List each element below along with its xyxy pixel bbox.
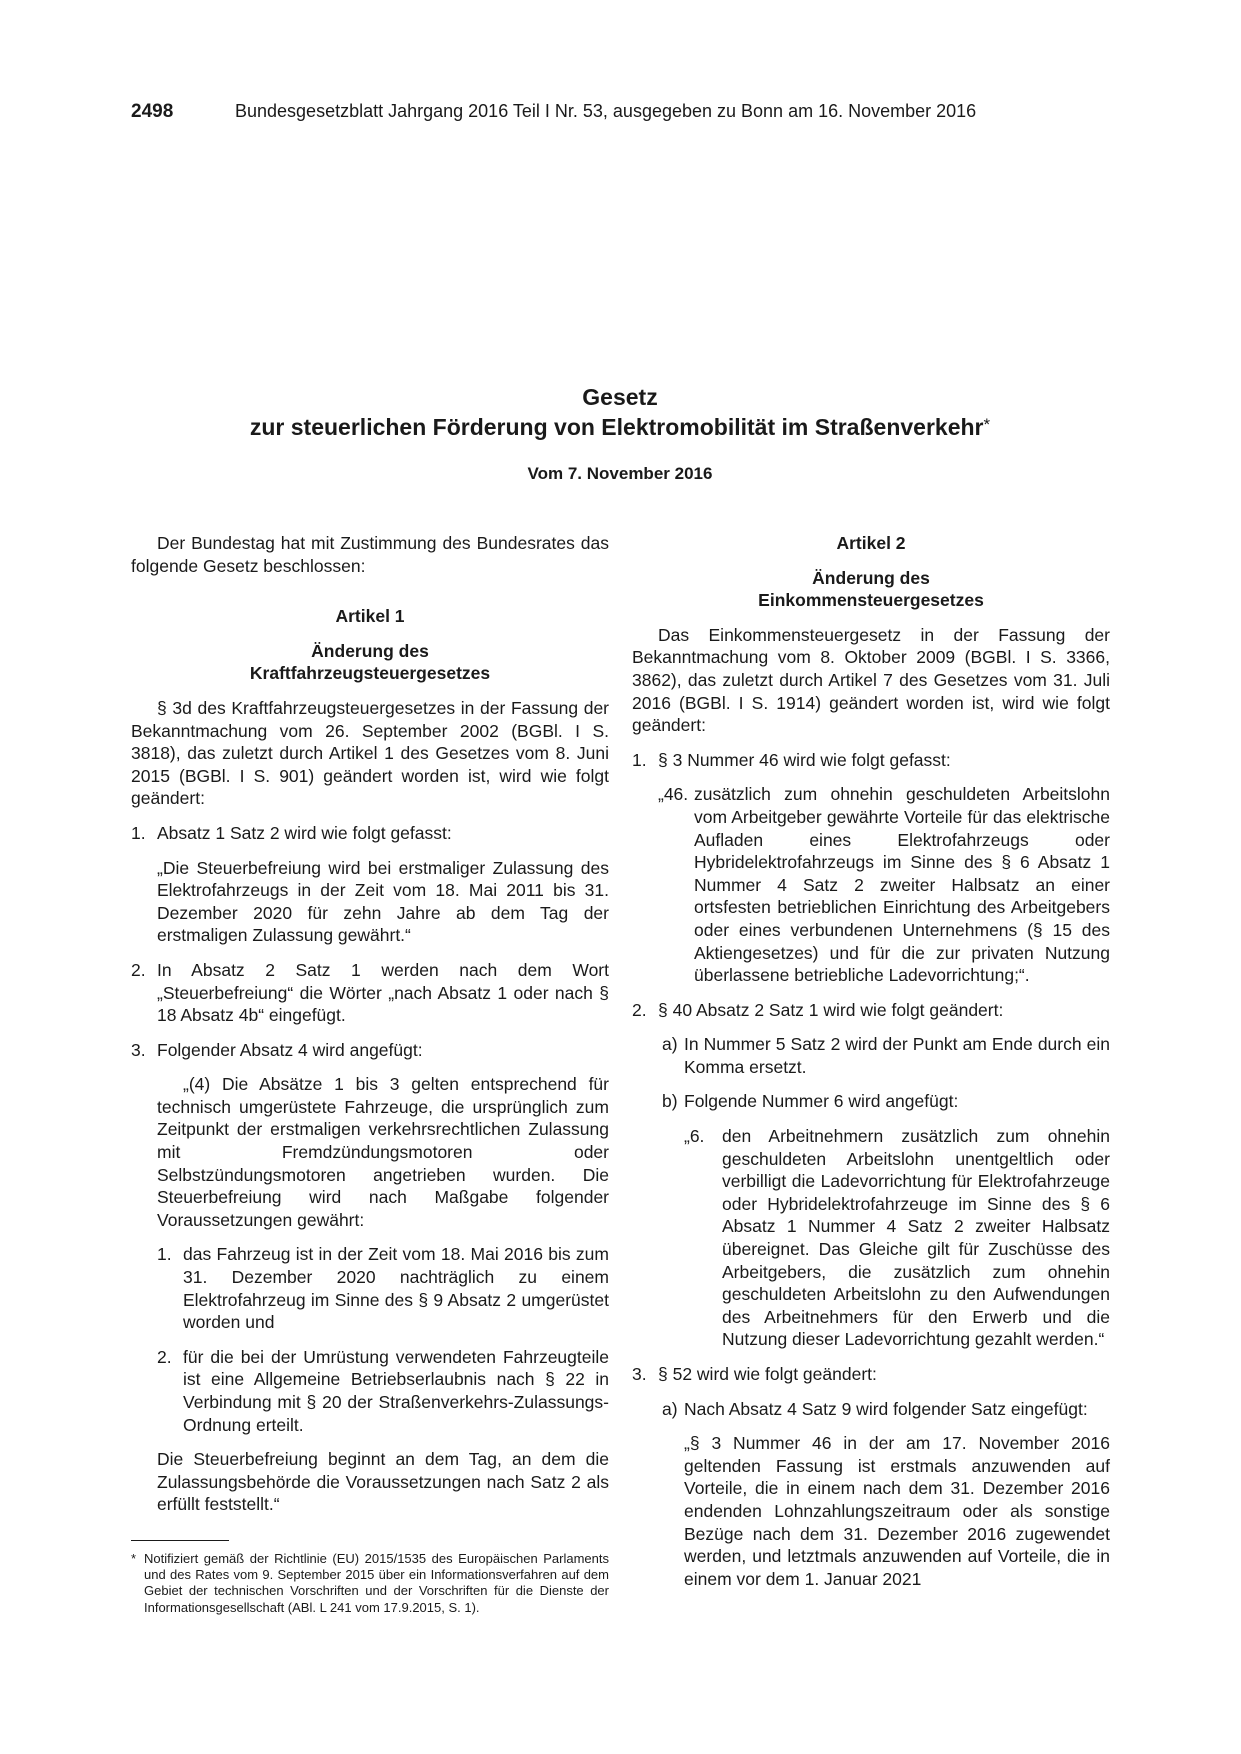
artikel2-item-1 [632,749,1110,772]
item-text: Folgender Absatz 4 wird angefügt: [157,1039,423,1060]
artikel2-item-2a [632,1033,1110,1078]
page-number: 2498 [131,101,174,122]
law-title-text: zur steuerlichen Förderung von Elektromobilität im Straßenverkehr [249,414,984,440]
item-number: 1. [131,822,146,843]
artikel2-item-3a-quote: „§ 3 Nummer 46 in der am 17. November 2016 geltenden Fassung ist erstmals anzuwenden auf Vorteile, die in einem nach dem 31. Dezember 2016 endenden Lohnzahlungszeitraum oder als sonstige Bezüge nach dem 31. Dezember 2016 zugewendet werden, und letztmals anzuwenden auf Vorteile, die in einem vor dem 1. Januar 2021 [684,1433,1110,1589]
item-text: Absatz 1 Satz 2 wird wie folgt gefasst: [157,822,452,843]
artikel1-intro: § 3d des Kraftfahrzeugsteuergesetzes in der Fassung der Bekanntmachung vom 26. September 2002 (BGBl. I S. 3818), das zuletzt durch Artikel 1 des Gesetzes vom 8. Juni 2015 (BGBl. I S. 901) geändert worden ist, wird wie folgt geändert: [131,697,609,809]
artikel2-intro: Das Einkommensteuergesetz in der Fassung der Bekanntmachung vom 8. Oktober 2009 (BGBl. I S. 3366, 3862), das zuletzt durch Artikel 7 des Gesetzes vom 31. Juli 2016 (BGBl. I S. 1914) geändert worden ist, wird wie folgt geändert: [632,624,1110,736]
item-text: § 52 wird wie folgt geändert: [658,1364,877,1384]
artikel2-item-2b-quote [632,1125,1110,1351]
artikel2-item-3 [632,1363,1110,1386]
artikel1-subheading-2: Kraftfahrzeugsteuergesetzes [249,663,491,684]
artikel2-heading: Artikel 2 [836,533,906,553]
item-text: Folgende Nummer 6 wird angefügt: [684,1091,959,1112]
artikel2-item-1-quote [632,783,1110,986]
law-title-line2 [130,411,1110,441]
artikel1-item-3-quote: „(4) Die Absätze 1 bis 3 gelten entsprechend für technisch umgerüstete Fahrzeuge, die ursprünglich zum Zeitpunkt der erstmaligen verkehrsrechtlichen Zulassung mit Fremdzündungsmotoren oder Selbstzündungsmotoren angetrieben wurden. Die Steuerbefreiung wird nach Maßgabe folgender Voraussetzungen gewährt: [157,1074,609,1230]
item-letter: a) [662,1034,678,1055]
publication-line: Bundesgesetzblatt Jahrgang 2016 Teil I Nr. 53, ausgegeben zu Bonn am 16. November 2016 [235,101,977,121]
artikel1-item-3-closing: Die Steuerbefreiung beginnt an dem Tag, an dem die Zulassungsbehörde die Voraussetzungen nach Satz 2 als erfüllt feststellt.“ [157,1449,609,1515]
footnote-text: Notifiziert gemäß der Richtlinie (EU) 2015/1535 des Europäischen Parlaments und des Rates vom 9. September 2015 über ein Informationsverfahren auf dem Gebiet der technischen Vorschriften und der Vorschriften für die Dienste der Informationsgesellschaft (ABl. L 241 vom 17.9.2015, S. 1). [144,1551,609,1615]
law-date: Vom 7. November 2016 [527,464,713,483]
artikel2-item-2b [632,1090,1110,1113]
item-number: 2. [131,959,146,980]
item-text: Nach Absatz 4 Satz 9 wird folgender Satz eingefügt: [684,1398,1088,1419]
artikel1-item-1-quote: „Die Steuerbefreiung wird bei erstmaliger Zulassung des Elektrofahrzeugs in der Zeit vom 18. Mai 2011 bis 31. Dezember 2020 für zehn Jahre ab dem Tag der erstmaligen Zulassung gewährt.“ [157,857,609,946]
item-text: § 3 Nummer 46 wird wie folgt gefasst: [658,749,951,770]
artikel1-heading: Artikel 1 [335,606,405,627]
artikel1-item-1 [131,822,609,845]
quote-item-1 [157,1243,609,1333]
quote-number: „6. [684,1126,705,1147]
left-column [131,532,609,1516]
item-letter: a) [662,1398,678,1419]
item-text: In Nummer 5 Satz 2 wird der Punkt am Ende durch ein Komma ersetzt. [684,1034,1110,1077]
item-number: 3. [632,1364,647,1384]
page-header [131,101,976,123]
artikel1-item-3 [131,1039,609,1062]
artikel2-item-3a [632,1398,1110,1421]
artikel1-item-2 [131,959,609,1027]
item-number: 3. [131,1039,146,1060]
artikel2-subheading-1: Änderung des [812,567,930,588]
item-text: das Fahrzeug ist in der Zeit vom 18. Mai 2016 bis zum 31. Dezember 2020 nachträglich zu einem Elektrofahrzeug im Sinne des § 9 Absatz 2 umgerüstet worden und [183,1244,609,1333]
quote-item-2 [157,1346,609,1436]
footnote [131,1551,609,1616]
quote-number: „46. [658,784,689,805]
item-letter: b) [662,1091,678,1112]
right-column [632,532,1110,1590]
law-title-block [130,383,1110,484]
law-title-line1: Gesetz [582,384,658,410]
item-number: 1. [157,1244,172,1265]
preamble: Der Bundestag hat mit Zustimmung des Bundesrates das folgende Gesetz beschlossen: [131,533,609,576]
artikel2-subheading-2: Einkommensteuergesetzes [758,590,984,611]
footnote-mark: * [131,1551,137,1566]
artikel1-subheading-1: Änderung des [311,640,429,661]
item-text: für die bei der Umrüstung verwendeten Fahrzeugteile ist eine Allgemeine Betriebserlaubnis nach § 22 in Verbindung mit § 20 der Straßenverkehrs-Zulassungs-Ordnung erteilt. [183,1346,609,1435]
footnote-divider [131,1540,229,1541]
item-number: 1. [632,749,647,770]
artikel2-item-2 [632,999,1110,1022]
quote-text: den Arbeitnehmern zusätzlich zum ohnehin geschuldeten Arbeitslohn unentgeltlich oder verbilligt die Ladevorrichtung für Elektrofahrzeuge oder Hybridelektrofahrzeuge im Sinne des § 6 Absatz 1 Nummer 4 Satz 2 zweiter Halbsatz übereignet. Das Gleiche gilt für Zuschüsse des Arbeitgebers, die zusätzlich zum ohnehin geschuldeten Arbeitslohn zu den Aufwendungen des Arbeitnehmers für den Erwerb und die Nutzung dieser Ladevorrichtung gezahlt werden.“ [722,1126,1110,1350]
title-footnote-mark: * [983,415,991,434]
quote-text: zusätzlich zum ohnehin geschuldeten Arbeitslohn vom Arbeitgeber gewährte Vorteile für das elektrische Aufladen eines Elektrofahrzeugs oder Hybridelektrofahrzeugs im Sinne des § 6 Absatz 1 Nummer 4 Satz 2 zweiter Halbsatz an einer ortsfesten betrieblichen Einrichtung des Arbeitgebers oder eines verbundenen Unternehmens (§ 15 des Aktiengesetzes) und für die zur privaten Nutzung überlassene betriebliche Ladevorrichtung;“. [694,784,1110,986]
item-text: In Absatz 2 Satz 1 werden nach dem Wort „Steuerbefreiung“ die Wörter „nach Absatz 1 oder nach § 18 Absatz 4b“ eingefügt. [157,959,609,1026]
item-number: 2. [157,1346,172,1367]
item-number: 2. [632,999,647,1020]
item-text: § 40 Absatz 2 Satz 1 wird wie folgt geändert: [658,999,1004,1020]
